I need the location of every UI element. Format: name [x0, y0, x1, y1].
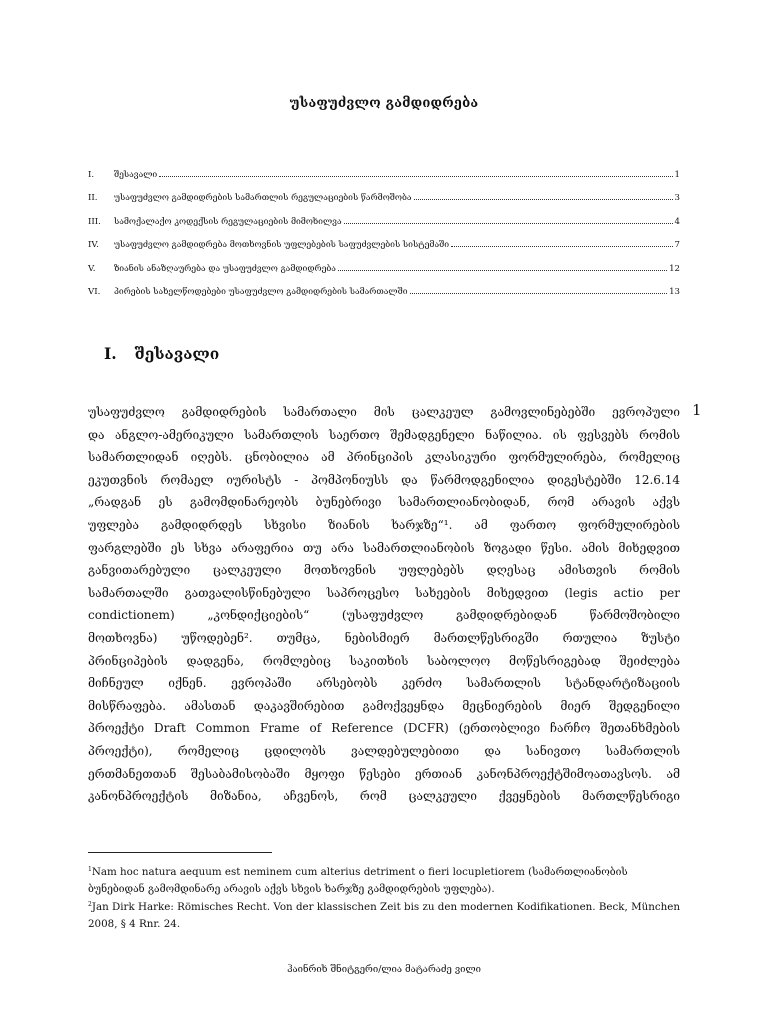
- toc-leader-dots: [344, 223, 673, 224]
- toc-entry-page: 13: [669, 286, 680, 297]
- toc-entry-page: 12: [669, 263, 680, 274]
- footnote-mark: 1: [88, 866, 92, 873]
- page-footer: ჰაინრიხ შნიტგერი/ლია მატარაძე ვილი: [287, 964, 481, 975]
- footnote-separator: [88, 852, 272, 853]
- toc-entry[interactable]: [88, 193, 680, 216]
- body-line: ეკუთვნის რომაელ იურისტს - პომპონიუსს და წარმოდგენილია დიგესტებში 12.6.14: [88, 472, 680, 487]
- body-line: სამართალში გათვალისწინებული საპროცესო სახეების მიხედვით (legis actio per: [88, 585, 680, 600]
- paragraph-number: 1: [692, 401, 702, 419]
- body-paragraph: [88, 401, 680, 808]
- toc-entry-number: V.: [88, 263, 96, 274]
- toc-entry-label: შესავალი: [114, 170, 158, 180]
- body-line: ერთმანეთთან შესაბამისობაში მყოფი წესები ერთიან კანონპროექტშიმოათავსოს. ამ: [88, 766, 680, 781]
- toc-entry-page: 4: [674, 216, 680, 227]
- toc-entry-number: VI.: [88, 286, 101, 297]
- toc-entry-label: უსაფუძვლო გამდიდრება მოთხოვნის უფლებების საფუძვლების სისტემაში: [114, 240, 450, 251]
- toc-entry[interactable]: [88, 217, 680, 240]
- section-title: შესავალი: [134, 344, 220, 363]
- toc-entry-label: ზიანის ანაზღაურება და უსაფუძვლო გამდიდრება: [114, 263, 336, 274]
- body-line: მიჩნეულ იქნენ. ევროპაში არსებობს კერძო სამართლის სტანდარტიზაციის: [88, 676, 680, 691]
- body-line: კანონპროექტის მიზანია, აჩვენოს, რომ ცალკეული ქვეყნების მართლწესრიგი: [88, 789, 680, 804]
- body-line: condictionem) „კონდიქციების“ (უსაფუძვლო გამდიდრებიდან წარმოშობილი: [88, 608, 680, 623]
- body-line: და ანგლო-ამერიკული სამართლის საერთო შემადგენელი ნაწილია. ის ფესვებს რომის: [88, 427, 680, 442]
- toc-entry-page: 3: [674, 193, 680, 204]
- body-line: „რადგან ეს გამომდინარეობს ბუნებრივი სამართლიანობიდან, რომ არავის აქვს: [88, 495, 680, 510]
- toc-entry-page: 1: [674, 170, 680, 180]
- body-line: ფარგლებში ეს სხვა არაფერია თუ არა სამართლიანობის ზოგადი წესი. ამის მიხედვით: [88, 540, 680, 555]
- footnote-text: Nam hoc natura aequum est neminem cum alterius detriment o fieri locupletiorem (სამართლიანობის ბუნებიდან გამომდინარე არავის აქვს სხვის ხარჯზე გამდიდრების უფლება).: [88, 866, 628, 895]
- toc-entry-number: IV.: [88, 240, 99, 251]
- toc-entry-label: სამოქალაქო კოდექსის რეგულაციების მიმოხილვა: [114, 216, 342, 227]
- toc-entry-number: I.: [88, 170, 95, 180]
- body-line: მისწრაფება. ამასთან დაკავშირებით გამოქვეყნდა მეცნიერების მიერ შედგენილი: [88, 698, 680, 713]
- toc-entry[interactable]: [88, 287, 680, 310]
- table-of-contents: [88, 170, 680, 310]
- toc-leader-dots: [338, 270, 667, 271]
- toc-leader-dots: [159, 176, 672, 177]
- body-line: მოთხოვნა) უწოდებენ². თუმცა, ნებისმიერ მართლწესრიგში რთულია ზუსტი: [88, 630, 680, 645]
- toc-entry-number: II.: [88, 193, 98, 204]
- section-number: I.: [104, 344, 117, 363]
- body-line: უფლება გამდიდრდეს სხვისი ზიანის ხარჯზე“¹. ამ ფართო ფორმულირების: [88, 517, 680, 532]
- toc-leader-dots: [451, 246, 673, 247]
- body-line: პრინციპების დადგენა, რომლებიც საკითხის საბოლოო მოწესრიგებად შეიძლება: [88, 653, 680, 668]
- toc-entry-label: უსაფუძვლო გამდიდრების სამართლის რეგულაციების წარმოშობა: [114, 193, 412, 204]
- toc-entry[interactable]: [88, 240, 680, 263]
- toc-leader-dots: [410, 293, 668, 294]
- toc-entry-label: პირების სახელწოდებები უსაფუძვლო გამდიდრების სამართალში: [114, 286, 408, 297]
- body-line: უსაფუძვლო გამდიდრების სამართალი მის ცალკეულ გამოვლინებებში ევროპული: [88, 405, 680, 419]
- toc-leader-dots: [414, 199, 673, 200]
- footnote-text: Jan Dirk Harke: Römisches Recht. Von der klassischen Zeit bis zu den modernen Kodifikationen. Beck, München 2008, § 4 Rnr. 24.: [88, 901, 680, 930]
- body-line: პროექტი), რომელიც ცდილობს ვალდებულებითი და სანივთო სამართლის: [88, 743, 680, 758]
- document-title: უსაფუძვლო გამდიდრება: [289, 96, 479, 111]
- toc-entry[interactable]: [88, 170, 680, 193]
- footnotes: [88, 862, 680, 932]
- toc-entry-number: III.: [88, 216, 101, 227]
- footnote: [88, 897, 680, 932]
- body-line: განვითარებული ცალკეული მოთხოვნის უფლებებს დღესაც ამისთვის რომის: [88, 563, 680, 578]
- toc-entry-page: 7: [674, 240, 680, 251]
- toc-entry[interactable]: [88, 264, 680, 287]
- body-line: პროექტი Draft Common Frame of Reference (DCFR) (ერთობლივი ჩარჩო შეთანხმების: [88, 721, 680, 736]
- body-line: სამართლიდან იღებს. ცნობილია ამ პრინციპის კლასიკური ფორმულირება, რომელიც: [88, 450, 680, 465]
- footnote-mark: 2: [88, 901, 92, 908]
- section-heading: [104, 344, 219, 363]
- footnote: [88, 862, 680, 897]
